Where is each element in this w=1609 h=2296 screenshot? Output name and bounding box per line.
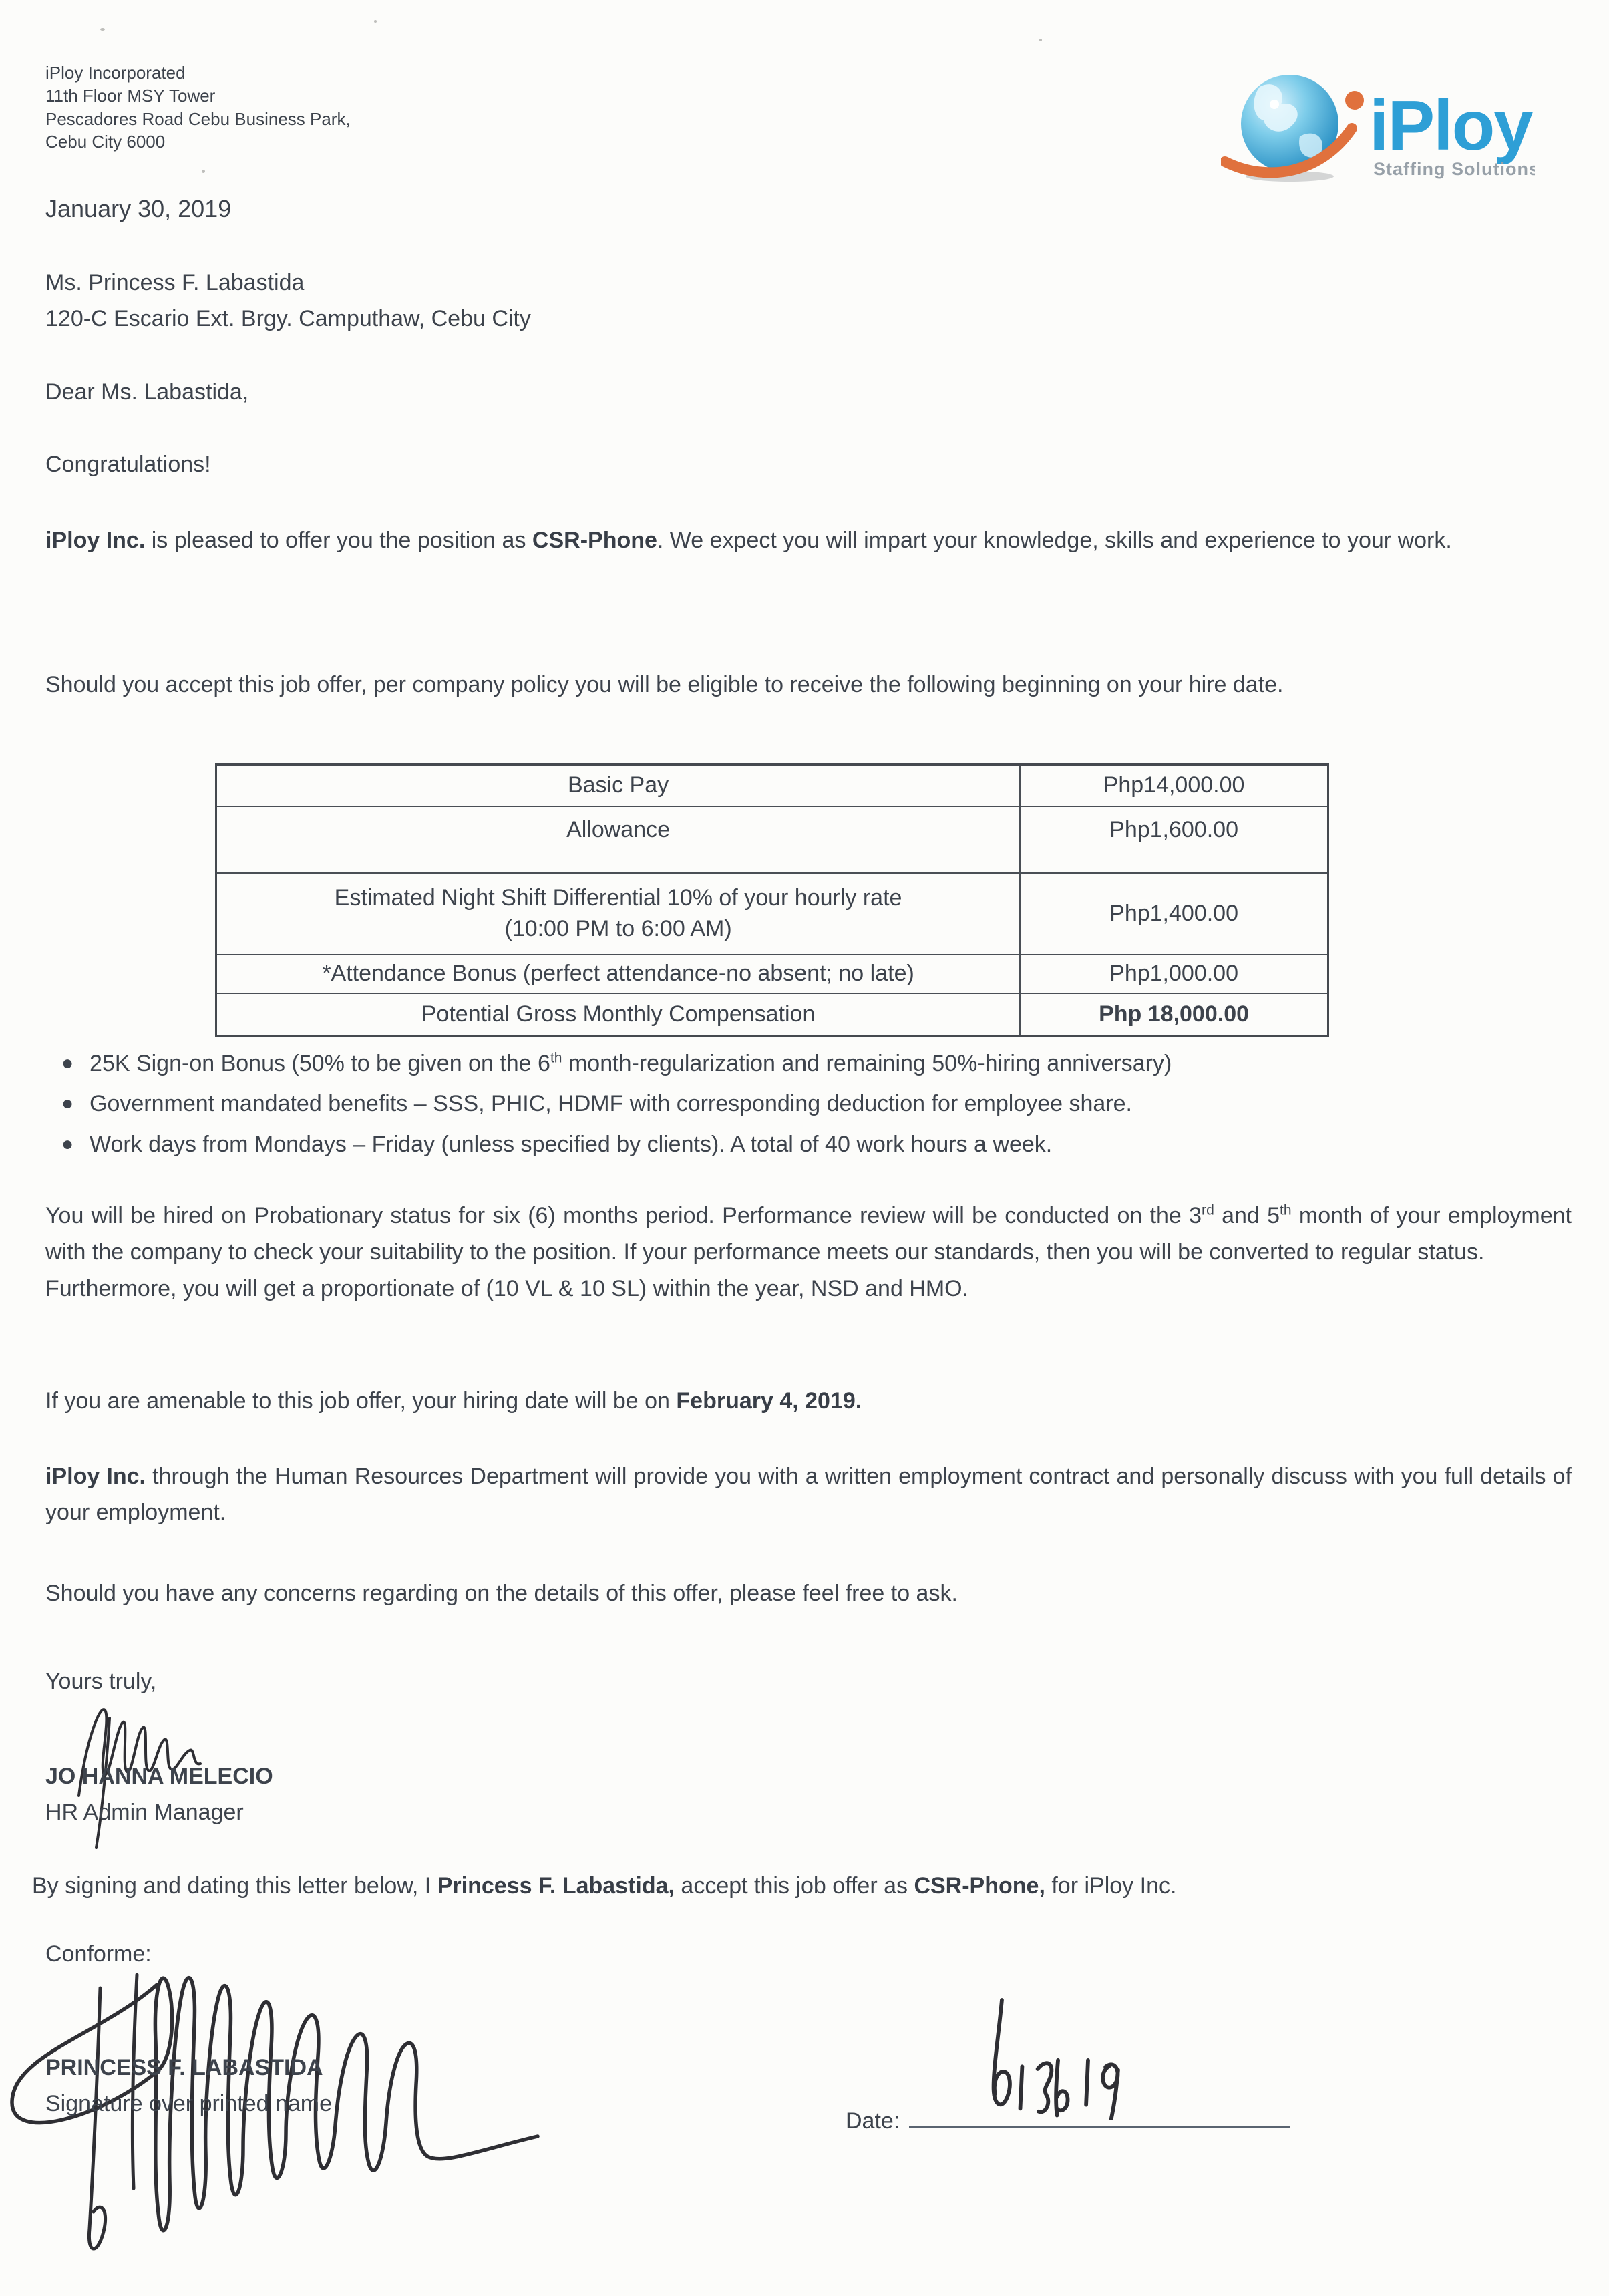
probation-text: and 5 bbox=[1214, 1203, 1280, 1228]
bullet-icon: ● bbox=[61, 1132, 74, 1155]
comp-label: Basic Pay bbox=[216, 764, 1021, 806]
date-signature-row bbox=[846, 2103, 1290, 2139]
comp-value: Php1,400.00 bbox=[1020, 873, 1328, 955]
recipient-name: Ms. Princess F. Labastida bbox=[45, 270, 305, 295]
bullet-text: Government mandated benefits – SSS, PHIC, HDMF with corresponding deduction for employee share. bbox=[90, 1091, 1132, 1117]
bullet-text: Work days from Mondays – Friday (unless specified by clients). A total of 40 work hours a week. bbox=[90, 1131, 1053, 1157]
ordinal-superscript: rd bbox=[1202, 1202, 1214, 1218]
applicant-name-bold: Princess F. Labastida, bbox=[437, 1873, 675, 1899]
list-item bbox=[45, 1086, 1582, 1122]
comp-label-line2: (10:00 PM to 6:00 AM) bbox=[504, 916, 732, 941]
company-logo bbox=[1221, 61, 1535, 196]
closing-line: Yours truly, bbox=[45, 1669, 157, 1694]
conforme-label: Conforme: bbox=[45, 1941, 152, 1967]
date-label: Date: bbox=[846, 2108, 900, 2134]
table-row bbox=[216, 806, 1328, 873]
recipient-block bbox=[45, 265, 531, 337]
probation-paragraph bbox=[45, 1198, 1572, 1307]
benefits-bullet-list bbox=[45, 1045, 1582, 1166]
congratulations-line: Congratulations! bbox=[45, 452, 211, 477]
offer-paragraph bbox=[45, 522, 1568, 558]
hr-signer-name: JO HANNA MELECIO bbox=[45, 1764, 273, 1789]
acceptance-line bbox=[32, 1868, 1582, 1904]
offer-text: . We expect you will impart your knowledge, skills and experience to your work. bbox=[657, 528, 1452, 553]
globe-highlight bbox=[1270, 100, 1279, 109]
scan-speck bbox=[100, 28, 105, 31]
acceptance-text: By signing and dating this letter below, I bbox=[32, 1873, 437, 1899]
comp-label-line1: Estimated Night Shift Differential 10% of your hourly rate bbox=[334, 885, 902, 911]
sender-address-line: Cebu City 6000 bbox=[45, 131, 166, 152]
sender-address-line: 11th Floor MSY Tower bbox=[45, 86, 216, 106]
position-bold: CSR-Phone, bbox=[914, 1873, 1045, 1899]
concerns-line: Should you have any concerns regarding on the details of this offer, please feel free to ask. bbox=[45, 1581, 958, 1606]
comp-value-total: Php 18,000.00 bbox=[1020, 993, 1328, 1037]
probation-text: You will be hired on Probationary status for six (6) months period. Performance review will be conducted on the 3 bbox=[45, 1203, 1202, 1228]
sender-company: iPloy Incorporated bbox=[45, 63, 186, 83]
compensation-table bbox=[215, 763, 1329, 1037]
comp-label bbox=[216, 873, 1021, 955]
letter-date: January 30, 2019 bbox=[45, 195, 232, 222]
applicant-printed-name: PRINCESS F. LABASTIDA bbox=[45, 2055, 323, 2080]
hiring-date-bold: February 4, 2019. bbox=[676, 1388, 862, 1414]
bullet-text bbox=[90, 1045, 1582, 1082]
acceptance-text: accept this job offer as bbox=[674, 1873, 914, 1899]
person-head-dot-icon bbox=[1345, 91, 1364, 110]
comp-value: Php1,000.00 bbox=[1020, 955, 1328, 993]
salutation: Dear Ms. Labastida, bbox=[45, 379, 249, 405]
scan-speck bbox=[374, 20, 377, 23]
table-row bbox=[216, 993, 1328, 1037]
hr-signer-block bbox=[45, 1758, 273, 1831]
table-row bbox=[216, 764, 1328, 806]
comp-label: *Attendance Bonus (perfect attendance-no absent; no late) bbox=[216, 955, 1021, 993]
comp-label: Potential Gross Monthly Compensation bbox=[216, 993, 1021, 1037]
probation-furthermore-line: Furthermore, you will get a proportionate of (10 VL & 10 SL) within the year, NSD and HMO. bbox=[45, 1275, 969, 1301]
handwritten-date-stroke bbox=[972, 1996, 1166, 2120]
offer-text: is pleased to offer you the position as bbox=[145, 528, 532, 553]
contract-text: through the Human Resources Department will provide you with a written employment contract and personally discuss with you full details of your employment. bbox=[45, 1464, 1572, 1526]
eligibility-paragraph: Should you accept this job offer, per company policy you will be eligible to receive the following beginning on your hire date. bbox=[45, 672, 1284, 697]
list-item bbox=[45, 1126, 1582, 1162]
bullet-segment: month-regularization and remaining 50%-hiring anniversary) bbox=[562, 1051, 1172, 1076]
signature-caption: Signature over printed name bbox=[45, 2091, 333, 2117]
probation-text: month of your employment with the company to check your suitability to the position. If your performance meets our standards, then you will be converted to regular status. bbox=[45, 1203, 1572, 1265]
bullet-icon: ● bbox=[61, 1092, 74, 1115]
hr-signer-title: HR Admin Manager bbox=[45, 1800, 244, 1826]
bullet-segment: 25K Sign-on Bonus (50% to be given on the 6 bbox=[90, 1051, 550, 1076]
hiring-date-line bbox=[45, 1383, 862, 1419]
company-name-bold: iPloy Inc. bbox=[45, 528, 146, 553]
brand-tagline: Staffing Solutions bbox=[1373, 159, 1535, 179]
sender-address-line: Pescadores Road Cebu Business Park, bbox=[45, 108, 351, 129]
company-name-bold: iPloy Inc. bbox=[45, 1464, 146, 1489]
brand-text: iPloy bbox=[1369, 86, 1532, 165]
comp-value: Php14,000.00 bbox=[1020, 764, 1328, 806]
acceptance-text: for iPloy Inc. bbox=[1045, 1873, 1177, 1899]
comp-label: Allowance bbox=[216, 806, 1021, 873]
scan-speck bbox=[202, 170, 205, 173]
scan-speck bbox=[1039, 39, 1042, 41]
date-signature-line bbox=[909, 2104, 1290, 2128]
list-item bbox=[45, 1045, 1582, 1082]
ordinal-superscript: th bbox=[550, 1050, 562, 1066]
position-bold: CSR-Phone bbox=[532, 528, 657, 553]
contract-paragraph bbox=[45, 1458, 1572, 1531]
recipient-address: 120-C Escario Ext. Brgy. Camputhaw, Cebu City bbox=[45, 306, 531, 332]
table-row bbox=[216, 955, 1328, 993]
applicant-block bbox=[45, 2049, 332, 2122]
comp-value: Php1,600.00 bbox=[1020, 806, 1328, 873]
sender-address-block bbox=[45, 61, 351, 153]
ordinal-superscript: th bbox=[1280, 1202, 1292, 1218]
iploy-logo-icon bbox=[1221, 61, 1535, 185]
table-row bbox=[216, 873, 1328, 955]
bullet-icon: ● bbox=[61, 1052, 74, 1074]
hiring-date-text: If you are amenable to this job offer, your hiring date will be on bbox=[45, 1388, 677, 1414]
